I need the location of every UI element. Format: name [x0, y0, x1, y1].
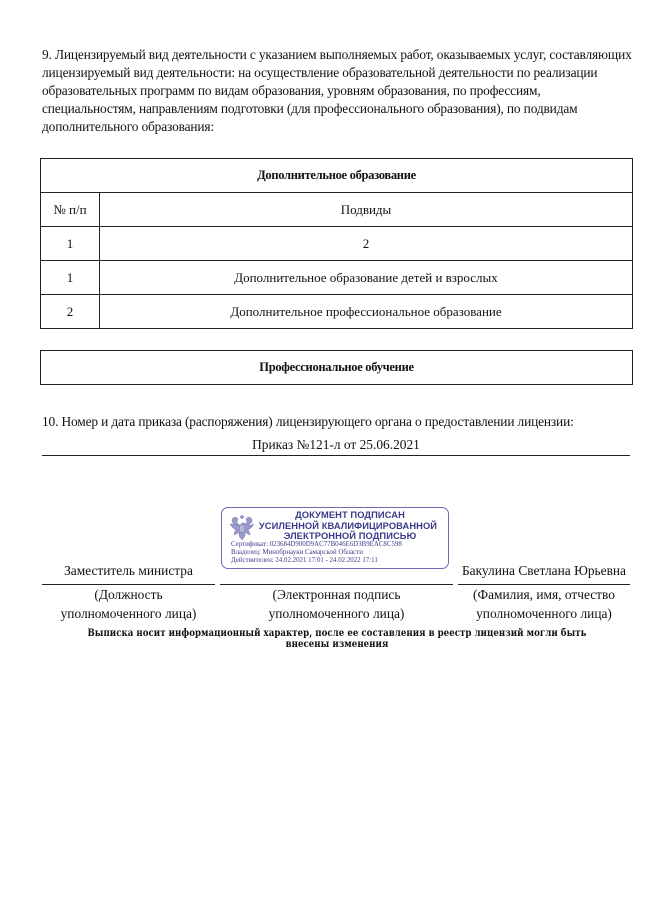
additional-education-table	[40, 158, 633, 329]
signature-caption-line-2: уполномоченного лица)	[268, 606, 405, 621]
table-cell-number: 2	[41, 295, 100, 329]
signatory-position: Заместитель министра	[64, 563, 193, 578]
table-row	[41, 261, 633, 295]
stamp-line-2: УСИЛЕННОЙ КВАЛИФИЦИРОВАННОЙ	[258, 520, 438, 531]
column-header-subtypes: Подвиды	[100, 193, 633, 227]
stamp-certificate: Сертификат: 023684D900D9AC77B046E6D3B9EAC8C598	[231, 541, 402, 548]
disclaimer-footnote: Выписка носит информационный характер, после ее составления в реестр лицензий могли быть внесены изменения	[87, 628, 587, 650]
table-header-row	[41, 193, 633, 227]
column-header-number: № п/п	[41, 193, 100, 227]
signature-block	[220, 562, 453, 623]
signatory-name-block	[458, 562, 630, 623]
name-caption-line-2: уполномоченного лица)	[476, 606, 612, 621]
table-title: Профессиональное обучение	[41, 351, 633, 385]
table-row	[41, 227, 633, 261]
table-cell-number: 1	[41, 261, 100, 295]
name-caption-line-1: (Фамилия, имя, отчество	[473, 587, 615, 602]
section-9-text: 9. Лицензируемый вид деятельности с указанием выполняемых работ, оказываемых услуг, составляющих лицензируемый вид деятельности: на осуществление образовательной деятельности по реализации образовательных программ по видам образования, уровням образования, по профессиям, специальностям, направлениям подготовки (для профессионального образования), по подвидам дополнительного образования:	[42, 47, 632, 134]
signatory-position-block	[42, 562, 215, 623]
professional-training-table	[40, 350, 633, 385]
stamp-validity: Действителен: 24.02.2021 17:01 - 24.02.2022 17:11	[231, 557, 378, 564]
position-caption-line-1: (Должность	[94, 587, 163, 602]
section-10-text: 10. Номер и дата приказа (распоряжения) лицензирующего органа о предоставлении лицензии:	[42, 414, 574, 429]
electronic-signature-stamp	[221, 507, 449, 569]
table-title-row	[41, 159, 633, 193]
table-cell-subtype: Дополнительное профессиональное образование	[100, 295, 633, 329]
signature-caption-line-1: (Электронная подпись	[272, 587, 401, 602]
signatory-name: Бакулина Светлана Юрьевна	[461, 563, 627, 578]
table-cell-subtype: 2	[100, 227, 633, 261]
table-title: Дополнительное образование	[41, 159, 633, 193]
table-title-row	[41, 351, 633, 385]
order-number: Приказ №121-л от 25.06.2021	[42, 436, 630, 456]
stamp-line-3: ЭЛЕКТРОННОЙ ПОДПИСЬЮ	[283, 531, 417, 541]
signature-value	[220, 562, 453, 580]
stamp-owner: Владелец: Минобрнауки Самарской Области	[231, 549, 363, 556]
table-cell-subtype: Дополнительное образование детей и взрослых	[100, 261, 633, 295]
table-cell-number: 1	[41, 227, 100, 261]
table-row	[41, 295, 633, 329]
position-caption-line-2: уполномоченного лица)	[60, 606, 197, 621]
stamp-line-1: ДОКУМЕНТ ПОДПИСАН	[295, 510, 405, 520]
